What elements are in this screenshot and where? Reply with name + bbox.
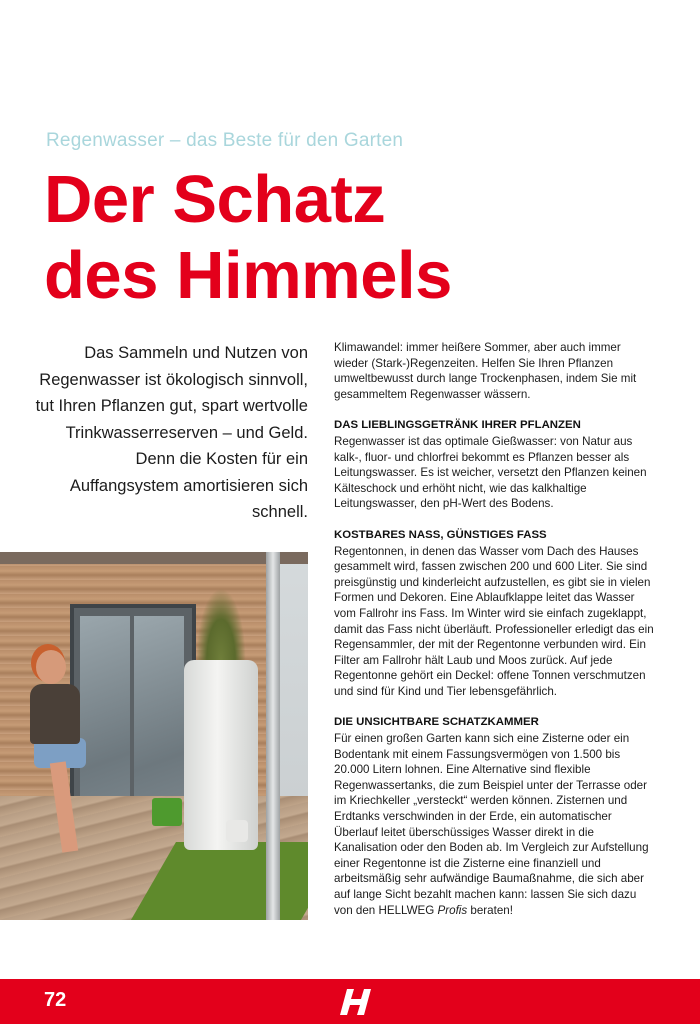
garden-photo: [0, 552, 308, 920]
section-heading: KOSTBARES NASS, GÜNSTIGES FASS: [334, 528, 547, 541]
hellweg-logo-icon: [338, 987, 378, 1017]
green-boots: [152, 798, 182, 826]
section-heading: DAS LIEBLINGSGETRÄNK IHRER PFLANZEN: [334, 419, 581, 432]
watering-can: [226, 820, 248, 842]
section-text: [334, 731, 654, 918]
headline-line-2: des Himmels: [44, 238, 452, 313]
footer-bar: [0, 979, 700, 1024]
section-heading: DIE UNSICHTBARE SCHATZKAMMER: [334, 716, 539, 729]
plant: [196, 588, 246, 668]
section-text-end: beraten!: [467, 903, 513, 917]
person-body: [30, 684, 80, 744]
headline: [44, 162, 664, 314]
downpipe: [266, 552, 280, 920]
lead-paragraph: Klimawandel: immer heißere Sommer, aber auch immer wieder (Stark-)Regenzeiten. Helfen Sie Ihren Pflanzen umweltbewusst durch lange Trockenphasen, indem Sie mit gesammeltem Regenwasser wässern.: [334, 341, 637, 401]
article-column: [334, 340, 654, 918]
headline-line-1: Der Schatz: [44, 162, 386, 237]
intro-paragraph: Das Sammeln und Nutzen von Regenwasser ist ökologisch sinnvoll, tut Ihren Pflanzen gut, spart wertvolle Trinkwasserreserven – und Geld. Denn die Kosten für ein Auffangsystem amortisieren sich schnell.: [35, 344, 308, 521]
roof-edge: [0, 552, 308, 564]
person-head: [36, 650, 66, 684]
section-text: Regenwasser ist das optimale Gießwasser: von Natur aus kalk-, fluor- und chlorfrei bekommt es Pflanzen besser als Leitungswasser. Es ist weicher, versetzt den Pflanzen keinen Kälteschock und erhöht nicht, wie das kalkhaltige Leitungswasser, den pH-Wert des Bodens.: [334, 434, 647, 511]
section-text-main: Für einen großen Garten kann sich eine Zisterne oder ein Bodentank mit einem Fassungsvermögen von 1.500 bis 20.000 Litern lohnen. Eine Alternative sind flexible Regenwassertanks, die zum Beispiel unter der Terrasse oder im Kriechkeller „versteckt“ werden können. Zisternen und Erdtanks verschwinden in der Erde, ein automatischer Überlauf leitet überschüssiges Wasser direkt in die Kanalisation oder den Boden ab. Im Vergleich zur Aufstellung einer Regentonne ist die Zisterne eine finanziell und arbeitsmäßig sehr aufwändige Baumaßnahme, die sich aber auf lange Sicht bezahlt machen kann: lassen Sie sich dazu von den HELLWEG: [334, 732, 649, 917]
kicker-text: Regenwasser – das Beste für den Garten: [46, 130, 404, 151]
section-text: Regentonnen, in denen das Wasser vom Dach des Hauses gesammelt wird, fassen zwischen 200 und 600 Liter. Sie sind preisgünstig und kinderleicht aufzustellen, es gibt sie in vielen Formen und Dekoren. Eine Ablaufklappe leitet das Wasser vom Fallrohr ins Fass. Im Winter wird sie einfach zugeklappt, damit das Fass nicht überläuft. Professioneller erledigt das ein Regensammler, der mit der Regentonne verbunden wird. Ein Filter am Fallrohr hält Laub und Moos zurück. Auf jede Regentonne gehört ein Deckel: offene Tonnen verschmutzen und sind für Kind und Tier lebensgefährlich.: [334, 544, 654, 698]
section-text-emphasis: Profis: [437, 903, 468, 917]
page-number: 72: [44, 989, 67, 1011]
